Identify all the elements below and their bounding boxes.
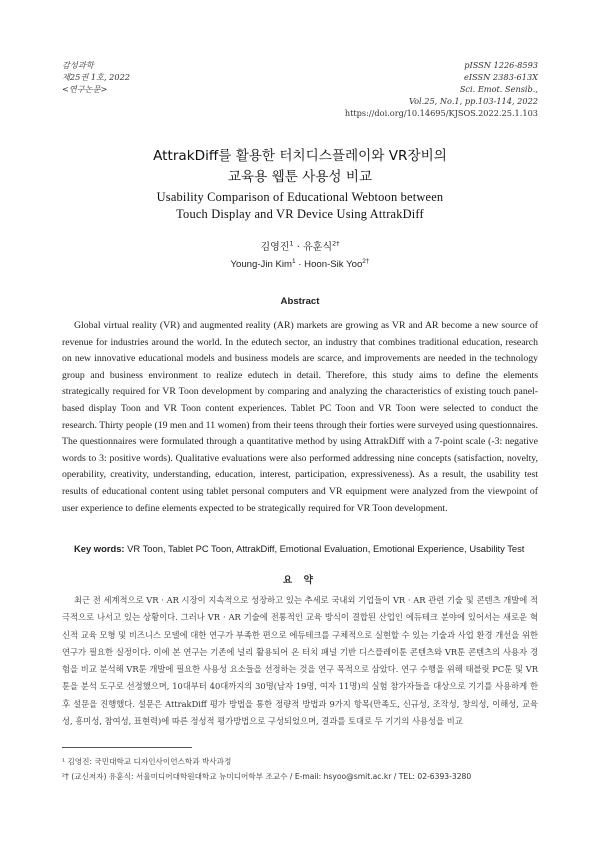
title-korean-line2: 교육용 웹툰 사용성 비교 (227, 169, 373, 185)
keywords-list: VR Toon, Tablet PC Toon, AttrakDiff, Emotional Evaluation, Emotional Experience, Usability Test (124, 543, 525, 554)
footnote-divider (62, 747, 192, 748)
eissn: eISSN 2383-613X (464, 72, 538, 82)
author2-ko: 유훈식 (303, 242, 333, 253)
journal-volume: 제25권 1호, 2022 (62, 72, 130, 82)
title-english-line2: Touch Display and VR Device Using AttrakDiff (176, 207, 424, 221)
authors-korean (0, 238, 600, 253)
title-english-line1: Usability Comparison of Educational Webtoon between (156, 190, 444, 204)
title-korean (0, 146, 600, 188)
author1-ko-affil: 1 (289, 239, 294, 248)
keywords (74, 543, 524, 554)
pissn: pISSN 1226-8593 (464, 60, 538, 70)
author-separator-en: · (295, 259, 305, 270)
author1-en-affil: 1 (291, 257, 296, 265)
abstract-body: Global virtual reality (VR) and augmented reality (AR) markets are growing as VR and AR become a new source of revenue for industries around the world. In the edutech sector, an industry that combines traditional education, research on new innovative educational models and business models are scarce, and improvements are needed in the technology group and business environment to realize edutech in detail. Therefore, this study aims to define the elements strategically required for VR Toon development by comparing and analyzing the characteristics of existing touch panel-based display Toon and VR Toon content experiences. Tablet PC Toon and VR Toon were selected to conduct the research. Thirty people (19 men and 11 women) from their teens through their forties were surveyed using questionnaires. The questionnaires were formulated through a quantitative method by using AttrakDiff with a 7-point scale (-3: negative words to 3: positive words). Qualitative evaluations were also performed addressing nine concepts (satisfaction, novelty, operability, creativity, understanding, education, interest, participation, expressiveness). As a result, the usability test results of educational content using tablet personal computers and VR equipment were analyzed from the viewpoint of user experience to define elements expected to be strategically required for VR Toon development. (62, 320, 538, 514)
title-english (0, 189, 600, 223)
footnote-author2: ²† (교신저자) 유훈식: 서울미디어대학원대학교 뉴미디어학부 조교수 / E-mail: hsyoo@smit.ac.kr / TEL: 02-6393-3280 (62, 772, 472, 781)
journal-abbrev: Sci. Emot. Sensib., (459, 84, 538, 94)
keywords-label: Key words: (74, 543, 125, 554)
summary-heading: 요 약 (283, 575, 317, 586)
author2-en-affil: 2† (362, 257, 370, 265)
title-korean-line1: AttrakDiff를 활용한 터치디스플레이와 VR장비의 (153, 148, 447, 164)
journal-name: 감성과학 (62, 60, 94, 70)
publication-info (345, 59, 538, 119)
volume-pages: Vol.25, No.1, pp.103-114, 2022 (408, 96, 538, 106)
author2-en: Hoon-Sik Yoo (304, 259, 363, 270)
article-type: <연구논문> (62, 84, 108, 94)
doi-link[interactable]: https://doi.org/10.14695/KJSOS.2022.25.1.103 (344, 108, 538, 118)
author1-ko: 김영진 (260, 242, 290, 253)
abstract-heading: Abstract (280, 296, 320, 307)
footnote-author1: ¹ 김영진: 국민대학교 디자인사이언스학과 박사과정 (62, 757, 232, 766)
summary-body: 최근 전 세계적으로 VR · AR 시장이 지속적으로 성장하고 있는 추세로 국내외 기업들이 VR · AR 관련 기술 및 콘텐츠 개발에 적극적으로 나서고 있는 상황이다. 그러나 VR · AR 기술에 전통적인 교육 방식이 결합된 산업인 에듀테크 분야에 있어서는 새로운 혁신적 교육 모형 및 비즈니스 모델에 대한 연구가 부족한 편으로 에듀테크를 구체적으로 실현할 수 있는 기술과 사업 환경 개선을 위한 연구가 필요한 실정이다. 이에 본 연구는 기존에 널리 활용되어 온 터치 패널 기반 디스플레이툰 콘텐츠와 VR툰 콘텐츠의 사용자 경험을 비교 분석해 VR툰 개발에 필요한 사용성 요소들을 선정하는 것을 연구 목적으로 삼았다. 연구 수행을 위해 태블릿 PC툰 및 VR툰을 분석 도구로 선정했으며, 10대부터 40대까지의 30명(남자 19명, 여자 11명)의 실험 참가자들을 대상으로 기기를 사용하게 한 후 설문을 진행했다. 설문은 AttrakDiff 평가 방법을 통한 정량적 방법과 9가지 항목(만족도, 신규성, 조작성, 창의성, 이해성, 교육성, 흥미성, 참여성, 표현력)에 따른 정성적 평가방법으로 구성되었으며, 결과를 토대로 두 기기의 사용성을 비교 (62, 595, 538, 727)
journal-info (62, 59, 130, 95)
author1-en: Young-Jin Kim (230, 259, 292, 270)
author-separator-ko: · (293, 242, 304, 253)
author2-ko-affil: 2† (332, 239, 340, 248)
authors-english (0, 259, 600, 270)
